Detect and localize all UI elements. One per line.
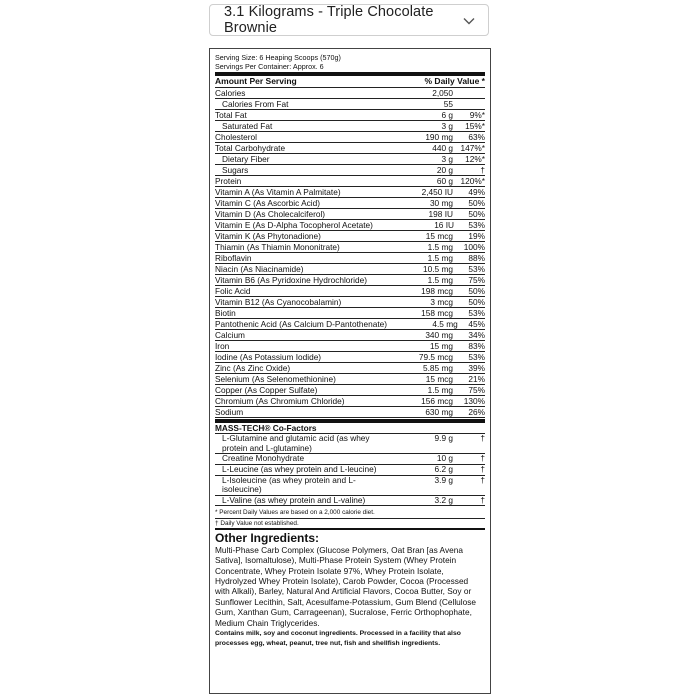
nutrient-amount: 3 g <box>441 154 453 165</box>
nutrient-name: Total Carbohydrate <box>215 143 286 154</box>
nutrient-daily-value: 45% <box>468 319 485 330</box>
nutrient-name: Vitamin E (As D-Alpha Tocopherol Acetate) <box>215 220 373 231</box>
nutrient-daily-value: 75% <box>468 275 485 286</box>
cofactor-daily-value: † <box>480 463 485 474</box>
cofactor-row <box>215 496 485 507</box>
nutrient-row <box>215 396 485 407</box>
nutrient-amount: 20 g <box>436 165 453 176</box>
nutrient-amount: 5.85 mg <box>423 363 453 374</box>
nutrient-amount: 1.5 mg <box>427 385 453 396</box>
nutrient-amount: 340 mg <box>425 330 453 341</box>
nutrient-amount: 198 IU <box>428 209 453 220</box>
nutrient-amount: 1.5 mg <box>427 253 453 264</box>
nutrient-row <box>215 275 485 286</box>
nutrient-daily-value: 53% <box>468 308 485 319</box>
nutrient-daily-value: 39% <box>468 363 485 374</box>
nutrient-name: Calories <box>215 88 246 99</box>
nutrient-daily-value: 50% <box>468 198 485 209</box>
nutrient-row <box>215 407 485 418</box>
nutrient-daily-value: 50% <box>468 297 485 308</box>
nutrient-daily-value: 50% <box>468 209 485 220</box>
nutrient-amount: 156 mcg <box>421 396 453 407</box>
nutrient-name: Zinc (As Zinc Oxide) <box>215 363 291 374</box>
nutrient-amount: 3 mcg <box>430 297 453 308</box>
nutrient-name: Dietary Fiber <box>222 154 270 165</box>
amount-per-serving-heading: Amount Per Serving <box>215 76 297 87</box>
nutrient-row <box>215 209 485 220</box>
nutrient-row <box>215 264 485 275</box>
nutrient-name: Sodium <box>215 407 244 418</box>
nutrient-name: Protein <box>215 176 242 187</box>
nutrient-name: Sugars <box>222 165 249 176</box>
nutrient-row <box>215 220 485 231</box>
divider <box>215 528 485 530</box>
cofactor-row <box>215 465 485 476</box>
nutrient-name: Thiamin (As Thiamin Mononitrate) <box>215 242 340 253</box>
nutrient-name: Iodine (As Potassium Iodide) <box>215 352 322 363</box>
nutrient-row <box>215 132 485 143</box>
other-ingredients-title: Other Ingredients: <box>215 530 320 545</box>
nutrient-daily-value: 34% <box>468 330 485 341</box>
variant-select[interactable] <box>209 4 489 36</box>
nutrient-row <box>215 99 485 110</box>
cofactor-daily-value: † <box>480 453 485 464</box>
nutrient-row <box>215 308 485 319</box>
nutrient-daily-value: 50% <box>468 286 485 297</box>
cofactor-daily-value: † <box>480 494 485 505</box>
nutrient-row <box>215 176 485 187</box>
nutrient-name: Chromium (As Chromium Chloride) <box>215 396 345 407</box>
nutrient-amount: 440 g <box>432 143 453 154</box>
nutrient-row <box>215 187 485 198</box>
nutrient-daily-value: 9%* <box>469 110 485 121</box>
nutrient-row <box>215 363 485 374</box>
nutrient-amount: 30 mg <box>429 198 453 209</box>
allergen-statement: Contains milk, soy and coconut ingredients. Processed in a facility that also processes egg, wheat, peanut, tree nut, fish and shellfish ingredients. <box>215 630 461 647</box>
nutrient-row <box>215 154 485 165</box>
nutrient-amount: 10.5 mg <box>423 264 453 275</box>
nutrient-amount: 79.5 mcg <box>418 352 453 363</box>
nutrient-row <box>215 374 485 385</box>
nutrient-name: Vitamin D (As Cholecalciferol) <box>215 209 326 220</box>
nutrition-label-content <box>215 54 485 649</box>
nutrient-name: Biotin <box>215 308 236 319</box>
nutrient-row <box>215 352 485 363</box>
nutrient-row <box>215 297 485 308</box>
daily-value-heading: % Daily Value * <box>424 76 485 87</box>
nutrient-amount: 158 mcg <box>421 308 453 319</box>
amount-header-row <box>215 76 485 88</box>
nutrient-daily-value: 147%* <box>460 143 485 154</box>
nutrient-row <box>215 88 485 99</box>
nutrient-amount: 190 mg <box>425 132 453 143</box>
nutrient-name: Riboflavin <box>215 253 252 264</box>
variant-select-value: 3.1 Kilograms - Triple Chocolate Brownie <box>224 4 434 36</box>
cofactor-name: L-Leucine (as whey protein and L-leucine) <box>222 463 377 474</box>
cofactor-daily-value: † <box>480 433 485 444</box>
nutrient-amount: 55 <box>443 99 453 110</box>
nutrient-row <box>215 341 485 352</box>
nutrient-daily-value: 83% <box>468 341 485 352</box>
nutrient-amount: 16 IU <box>434 220 455 231</box>
nutrient-amount: 1.5 mg <box>427 275 453 286</box>
nutrient-amount: 15 mg <box>429 341 453 352</box>
nutrient-amount: 60 g <box>436 176 453 187</box>
nutrient-list <box>215 88 485 418</box>
nutrient-row <box>215 143 485 154</box>
nutrient-row <box>215 253 485 264</box>
nutrient-name: Cholesterol <box>215 132 257 143</box>
nutrient-name: Calcium <box>215 330 245 341</box>
footnote-daily-values: * Percent Daily Values are based on a 2,000 calorie diet. <box>215 506 485 518</box>
nutrient-name: Selenium (As Selenomethionine) <box>215 374 336 385</box>
nutrient-name: Folic Acid <box>215 286 251 297</box>
nutrient-row <box>215 198 485 209</box>
nutrient-amount: 15 mcg <box>425 231 453 242</box>
nutrition-label <box>209 48 491 694</box>
nutrient-daily-value: 15%* <box>465 121 485 132</box>
nutrient-daily-value: 88% <box>468 253 485 264</box>
serving-size: Serving Size: 6 Heaping Scoops (570g) <box>215 53 341 62</box>
nutrient-row <box>215 121 485 132</box>
nutrient-daily-value: 53% <box>468 352 485 363</box>
nutrient-daily-value: 19% <box>468 231 485 242</box>
nutrient-name: Niacin (As Niacinamide) <box>215 264 304 275</box>
nutrient-name: Total Fat <box>215 110 247 121</box>
cofactor-amount: 3.9 g <box>434 474 453 485</box>
nutrient-daily-value: 63% <box>468 132 485 143</box>
cofactor-row <box>215 434 485 454</box>
cofactor-list <box>215 434 485 506</box>
nutrient-row <box>215 319 485 330</box>
nutrient-name: Vitamin B6 (As Pyridoxine Hydrochloride) <box>215 275 368 286</box>
nutrient-name: Saturated Fat <box>222 121 273 132</box>
nutrient-amount: 3 g <box>441 121 453 132</box>
nutrient-daily-value: 75% <box>468 385 485 396</box>
cofactors-title: MASS-TECH® Co-Factors <box>215 423 485 434</box>
nutrient-daily-value: 26% <box>468 407 485 418</box>
nutrient-daily-value: 100% <box>463 242 485 253</box>
cofactor-amount: 3.2 g <box>434 494 453 505</box>
nutrient-name: Vitamin C (As Ascorbic Acid) <box>215 198 320 209</box>
cofactor-amount: 10 g <box>436 453 453 464</box>
cofactor-amount: 6.2 g <box>434 463 453 474</box>
nutrient-row <box>215 385 485 396</box>
cofactor-name: L-Glutamine and glutamic acid (as whey protein and L-glutamine) <box>222 433 370 453</box>
cofactor-row <box>215 476 485 496</box>
nutrient-daily-value: 53% <box>468 220 485 231</box>
nutrient-name: Copper (As Copper Sulfate) <box>215 385 318 396</box>
nutrient-amount: 4.5 mg <box>432 319 458 330</box>
nutrient-daily-value: 12%* <box>465 154 485 165</box>
nutrient-name: Vitamin B12 (As Cyanocobalamin) <box>215 297 342 308</box>
nutrient-daily-value: 53% <box>468 264 485 275</box>
nutrient-name: Vitamin A (As Vitamin A Palmitate) <box>215 187 341 198</box>
nutrient-amount: 630 mg <box>425 407 453 418</box>
nutrient-daily-value: † <box>480 165 485 176</box>
nutrient-amount: 6 g <box>441 110 453 121</box>
nutrient-name: Calories From Fat <box>222 99 289 110</box>
nutrient-amount: 2,450 IU <box>421 187 453 198</box>
nutrient-row <box>215 286 485 297</box>
nutrient-amount: 15 mcg <box>425 374 453 385</box>
nutrient-row <box>215 330 485 341</box>
cofactor-name: L-Isoleucine (as whey protein and L-isoleucine) <box>222 474 356 495</box>
nutrient-daily-value: 130% <box>463 396 485 407</box>
nutrient-amount: 198 mcg <box>421 286 453 297</box>
cofactor-name: L-Valine (as whey protein and L-valine) <box>222 494 366 505</box>
nutrient-row <box>215 231 485 242</box>
nutrient-row <box>215 110 485 121</box>
nutrient-daily-value: 21% <box>468 374 485 385</box>
servings-per-container: Servings Per Container: Approx. 6 <box>215 61 324 71</box>
nutrient-daily-value: 120%* <box>460 176 485 187</box>
other-ingredients-text: Multi-Phase Carb Complex (Glucose Polymers, Oat Bran [as Avena Sativa], Isomaltulose), Multi-Phase Protein System (Whey Protein Concentrate, Whey Protein Isolate 97%, Whey Protein Isolate, Hydrolyzed Whey Protein Isolate), Carob Powder, Cocoa (Processed with Alkali), Barley, Natural And Artificial Flavors, Cocoa Butter, Soy or Sunflower Lecithin, Salt, Acesulfame-Potassium, Gum Blend (Cellulose Gum, Xanthan Gum, Carrageenan), Sucralose, Ferric Orthophophate, Medium Chain Triglycerides. <box>215 544 477 628</box>
nutrient-name: Iron <box>215 341 230 352</box>
nutrient-row <box>215 242 485 253</box>
nutrient-name: Vitamin K (As Phytonadione) <box>215 231 321 242</box>
chevron-down-icon <box>462 14 476 28</box>
cofactor-name: Creatine Monohydrate <box>222 453 305 464</box>
nutrient-amount: 1.5 mg <box>427 242 453 253</box>
nutrient-name: Pantothenic Acid (As Calcium D-Pantothenate) <box>215 319 388 330</box>
cofactor-daily-value: † <box>480 474 485 485</box>
nutrient-amount: 2,050 <box>432 88 453 99</box>
cofactor-amount: 9.9 g <box>434 433 453 444</box>
nutrient-row <box>215 165 485 176</box>
nutrient-daily-value: 49% <box>468 187 485 198</box>
footnote-not-established: † Daily Value not established. <box>215 519 299 527</box>
